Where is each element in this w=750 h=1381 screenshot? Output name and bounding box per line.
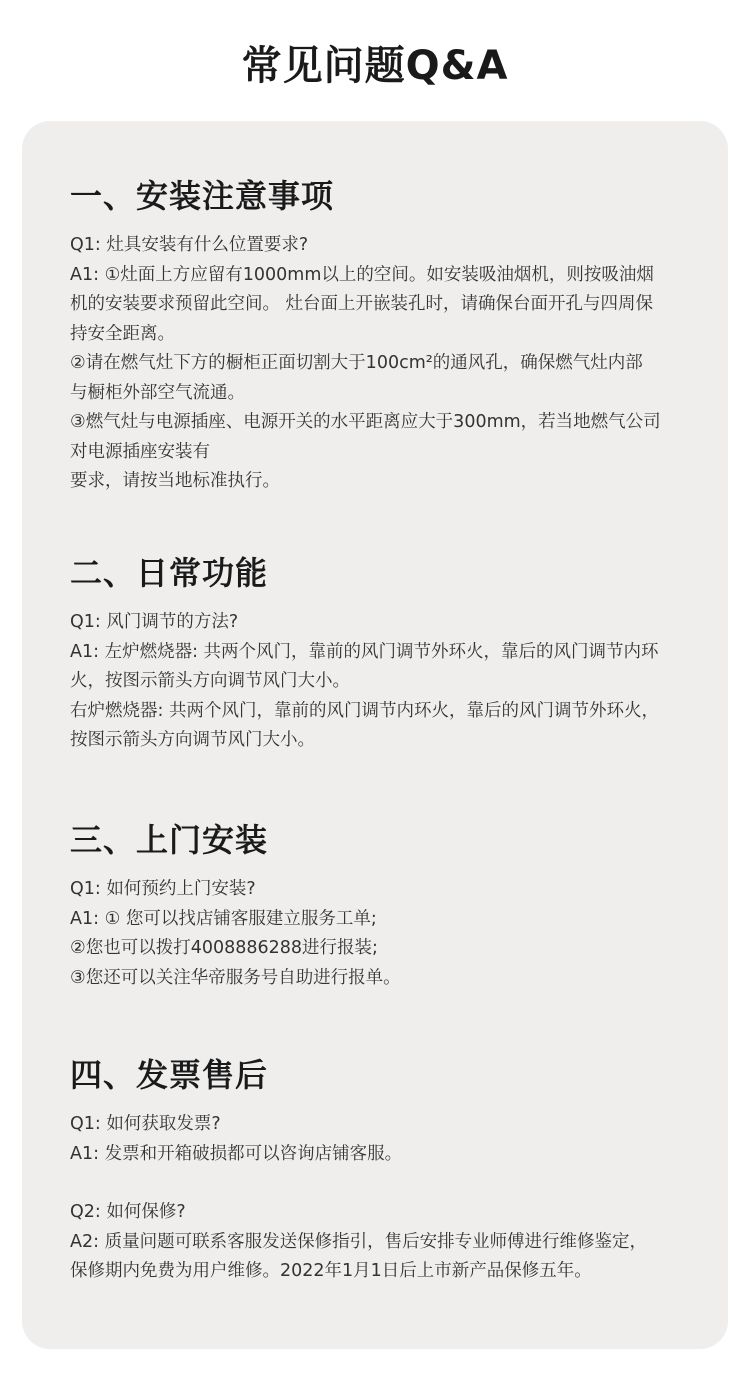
question-line: Q1: 如何获取发票? bbox=[70, 1114, 221, 1134]
answer-line: ③燃气灶与电源插座、电源开关的水平距离应大于300mm，若当地燃气公司 bbox=[70, 412, 661, 432]
answer-line: 对电源插座安装有 bbox=[70, 441, 210, 462]
answer-line: ②您也可以拨打4008886288进行报装; bbox=[70, 938, 378, 958]
section-invoice-aftersales bbox=[70, 1050, 710, 1287]
section-body bbox=[70, 1110, 710, 1287]
spacer bbox=[70, 1169, 710, 1198]
section-installation-notes bbox=[70, 171, 710, 497]
question-line: Q1: 如何预约上门安装? bbox=[70, 879, 256, 899]
faq-card bbox=[22, 121, 728, 1349]
answer-line: A1: 发票和开箱破损都可以咨询店铺客服。 bbox=[70, 1143, 403, 1164]
section-title: 二、日常功能 bbox=[70, 554, 269, 592]
section-title: 一、安装注意事项 bbox=[70, 177, 335, 215]
answer-line: 保修期内免费为用户维修。2022年1月1日后上市新产品保修五年。 bbox=[70, 1261, 592, 1281]
section-body bbox=[70, 608, 710, 756]
section-body bbox=[70, 875, 710, 993]
answer-line: A2: 质量问题可联系客服发送保修指引，售后安排专业师傅进行维修鉴定， bbox=[70, 1231, 648, 1252]
answer-line: 火，按图示箭头方向调节风门大小。 bbox=[70, 671, 350, 691]
answer-line: 右炉燃烧器: 共两个风门，靠前的风门调节内环火，靠后的风门调节外环火， bbox=[70, 700, 659, 721]
question-line: Q1: 灶具安装有什么位置要求? bbox=[70, 235, 309, 255]
section-daily-functions bbox=[70, 548, 710, 756]
answer-line: A1: 左炉燃烧器: 共两个风门，靠前的风门调节外环火，靠后的风门调节内环 bbox=[70, 641, 659, 662]
section-home-installation bbox=[70, 815, 710, 993]
answer-line: 按图示箭头方向调节风门大小。 bbox=[70, 730, 315, 750]
answer-line: ③您还可以关注华帝服务号自助进行报单。 bbox=[70, 967, 401, 988]
answer-line: 与橱柜外部空气流通。 bbox=[70, 382, 245, 403]
answer-line: A1: ①灶面上方应留有1000mm以上的空间。如安装吸油烟机，则按吸油烟 bbox=[70, 264, 654, 285]
answer-line: A1: ① 您可以找店铺客服建立服务工单; bbox=[70, 908, 377, 929]
section-body bbox=[70, 231, 710, 497]
question-line: Q2: 如何保修? bbox=[70, 1202, 186, 1222]
page-title: 常见问题Q&A bbox=[241, 43, 509, 89]
answer-line: 机的安装要求预留此空间。 灶台面上开嵌装孔时，请确保台面开孔与四周保 bbox=[70, 294, 654, 314]
section-title: 四、发票售后 bbox=[70, 1056, 269, 1094]
section-title: 三、上门安装 bbox=[70, 821, 269, 859]
question-line: Q1: 风门调节的方法? bbox=[70, 612, 239, 632]
answer-line: 持安全距离。 bbox=[70, 323, 175, 344]
answer-line: ②请在燃气灶下方的橱柜正面切割大于100cm²的通风孔，确保燃气灶内部 bbox=[70, 353, 643, 373]
answer-line: 要求，请按当地标准执行。 bbox=[70, 471, 280, 491]
